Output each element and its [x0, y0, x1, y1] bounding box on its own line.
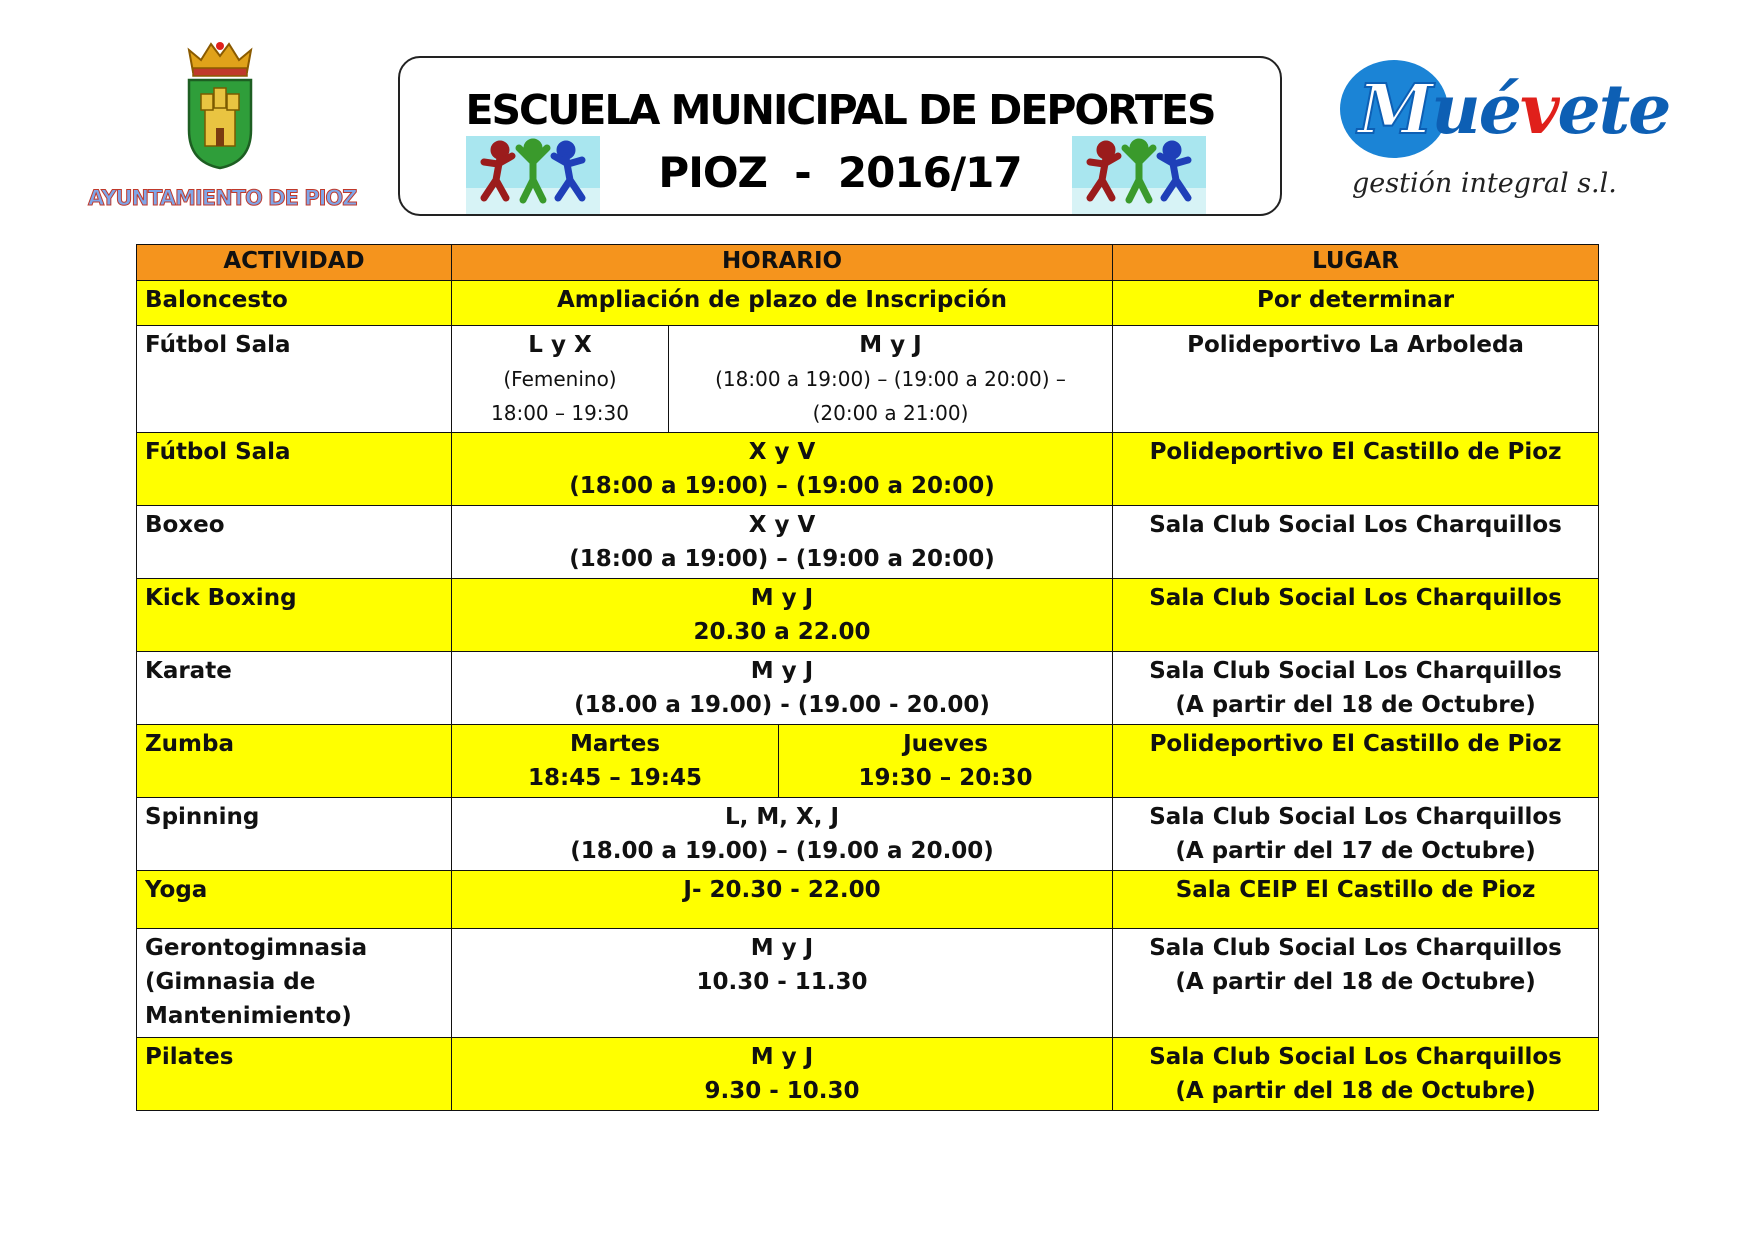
logo-wordmark: Muévete [1358, 70, 1670, 150]
column-header-place: LUGAR [1113, 245, 1599, 281]
schedule-line: (18.00 a 19.00) – (19.00 a 20.00) [570, 838, 994, 864]
activity-cell: Pilates [137, 1038, 452, 1111]
schedule-line: L, M, X, J [724, 804, 840, 830]
municipal-crest [88, 38, 357, 218]
activity-line: Gerontogimnasia [145, 935, 368, 961]
schedule-line: (Femenino) [503, 367, 617, 391]
table-row [137, 1038, 1599, 1111]
table-header-row [137, 245, 1599, 281]
table-row [137, 652, 1599, 725]
schedule-cell [452, 871, 1113, 929]
schedule-line: Jueves [903, 731, 988, 757]
place-line: Sala Club Social Los Charquillos [1149, 935, 1562, 961]
table-row [137, 506, 1599, 579]
table-row [137, 725, 1599, 798]
place-cell [1113, 579, 1599, 652]
activity-cell: Yoga [137, 871, 452, 929]
page-title: ESCUELA MUNICIPAL DE DEPORTES [465, 86, 1215, 134]
place-cell [1113, 1038, 1599, 1111]
place-cell [1113, 871, 1599, 929]
schedule-line: M y J [750, 585, 814, 611]
place-line: Sala Club Social Los Charquillos [1149, 585, 1562, 611]
table-row [137, 929, 1599, 1038]
place-line: (A partir del 18 de Octubre) [1175, 692, 1536, 718]
table-row [137, 798, 1599, 871]
municipality-name: AYUNTAMIENTO DE PIOZ [88, 186, 357, 210]
schedule-line: 20.30 a 22.00 [693, 619, 871, 645]
table-row [137, 326, 1599, 433]
schedule-line: 18:45 – 19:45 [528, 765, 702, 791]
activity-line: Mantenimiento) [145, 1003, 352, 1029]
schedule-line: M y J [750, 1044, 814, 1070]
schedule-days: L y X [528, 332, 592, 358]
schedule-cell [452, 929, 1113, 1038]
schedule-line: 18:00 – 19:30 [491, 401, 629, 425]
place-line: Sala Club Social Los Charquillos [1149, 658, 1562, 684]
logo-tagline: gestión integral s.l. [1352, 168, 1617, 199]
schedule-cell-b [779, 725, 1113, 798]
schedule-cell-a [452, 326, 669, 433]
place-line: Sala CEIP El Castillo de Pioz [1175, 877, 1536, 903]
schedule-line: X y V [748, 512, 816, 538]
schedule-line: (18.00 a 19.00) - (19.00 - 20.00) [574, 692, 990, 718]
schedule-days: M y J [859, 332, 922, 358]
schedule-cell [452, 579, 1113, 652]
schedule-line: (18:00 a 19:00) – (19:00 a 20:00) [569, 473, 995, 499]
schedule-cell [452, 506, 1113, 579]
place-line: (A partir del 17 de Octubre) [1175, 838, 1536, 864]
place-cell [1113, 506, 1599, 579]
schedule-cell [452, 798, 1113, 871]
activity-line: (Gimnasia de [145, 969, 316, 995]
schedule-cell [452, 1038, 1113, 1111]
schedule-cell [452, 433, 1113, 506]
place-line: Polideportivo El Castillo de Pioz [1149, 439, 1562, 465]
athletes-icon [466, 136, 600, 214]
schedule-line: Martes [569, 731, 661, 757]
place-line: Sala Club Social Los Charquillos [1149, 1044, 1562, 1070]
schedule-cell-a [452, 725, 779, 798]
activity-cell: Boxeo [137, 506, 452, 579]
schedule-line: (20:00 a 21:00) [812, 401, 969, 425]
schedule-cell-b [669, 326, 1113, 433]
schedule-line: (18:00 a 19:00) – (19:00 a 20:00) – [715, 367, 1066, 391]
place-cell: Por determinar [1113, 281, 1599, 326]
place-line: Sala Club Social Los Charquillos [1149, 804, 1562, 830]
muevete-logo [1334, 60, 1670, 210]
athletes-icon [1072, 136, 1206, 214]
place-line: (A partir del 18 de Octubre) [1175, 969, 1536, 995]
table-row [137, 281, 1599, 326]
activity-cell: Zumba [137, 725, 452, 798]
schedule-line: (18:00 a 19:00) – (19:00 a 20:00) [569, 546, 995, 572]
activity-cell: Kick Boxing [137, 579, 452, 652]
place-line: Sala Club Social Los Charquillos [1149, 512, 1562, 538]
activity-cell: Fútbol Sala [137, 433, 452, 506]
place-line: (A partir del 18 de Octubre) [1175, 1078, 1536, 1104]
activity-cell: Fútbol Sala [137, 326, 452, 433]
title-banner [398, 56, 1282, 216]
schedule-line: M y J [750, 658, 814, 684]
activity-cell: Baloncesto [137, 281, 452, 326]
place-cell [1113, 433, 1599, 506]
place-cell [1113, 798, 1599, 871]
place-line: Polideportivo El Castillo de Pioz [1149, 731, 1562, 757]
schedule-line: 19:30 – 20:30 [858, 765, 1033, 791]
activity-cell: Karate [137, 652, 452, 725]
schedule-table [136, 244, 1599, 1111]
schedule-cell [452, 652, 1113, 725]
page-subtitle: PIOZ - 2016/17 [658, 148, 1022, 197]
table-row [137, 871, 1599, 929]
activity-cell: Spinning [137, 798, 452, 871]
place-cell: Polideportivo La Arboleda [1113, 326, 1599, 433]
table-row [137, 579, 1599, 652]
schedule-line: J- 20.30 - 22.00 [683, 877, 881, 903]
place-cell [1113, 652, 1599, 725]
schedule-line: M y J [750, 935, 814, 961]
schedule-cell: Ampliación de plazo de Inscripción [452, 281, 1113, 326]
place-cell [1113, 929, 1599, 1038]
coat-of-arms-icon [183, 38, 257, 170]
schedule-line: X y V [748, 439, 816, 465]
schedule-line: 9.30 - 10.30 [704, 1078, 860, 1104]
column-header-activity: ACTIVIDAD [137, 245, 452, 281]
column-header-schedule: HORARIO [452, 245, 1113, 281]
table-row [137, 433, 1599, 506]
activity-cell [137, 929, 452, 1038]
place-cell [1113, 725, 1599, 798]
schedule-line: 10.30 - 11.30 [696, 969, 868, 995]
